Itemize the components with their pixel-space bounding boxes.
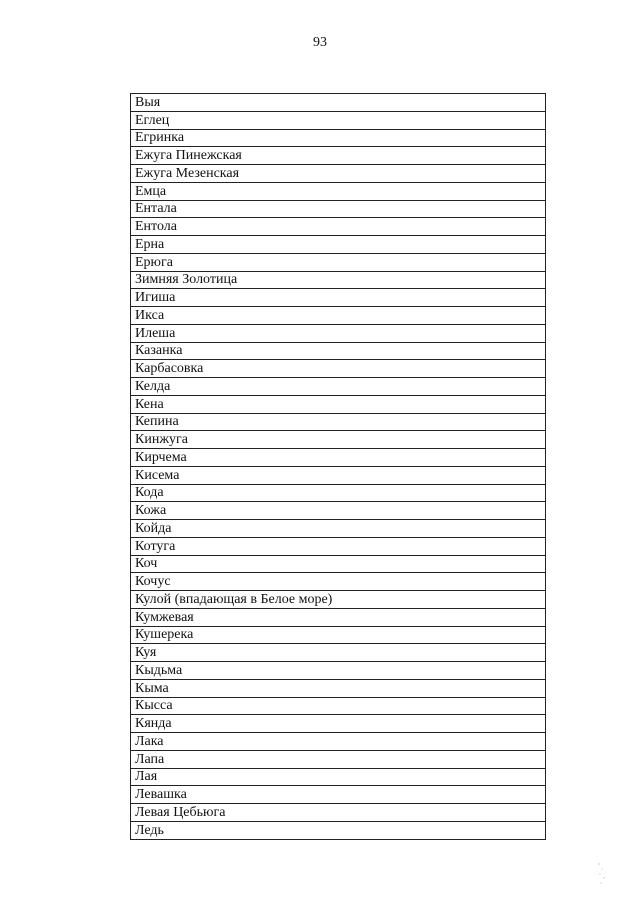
table-row [131, 431, 546, 449]
river-name-cell: Ледь [131, 821, 546, 839]
river-name-cell: Лака [131, 733, 546, 751]
table-row [131, 378, 546, 396]
river-name-cell: Келда [131, 378, 546, 396]
river-list-table [130, 93, 546, 840]
river-name-cell: Кинжуга [131, 431, 546, 449]
river-name-cell: Кыма [131, 679, 546, 697]
table-row [131, 555, 546, 573]
table-row [131, 466, 546, 484]
river-name-cell: Коч [131, 555, 546, 573]
river-name-cell: Кулой (впадающая в Белое море) [131, 591, 546, 609]
table-row [131, 342, 546, 360]
river-name-cell: Игиша [131, 289, 546, 307]
river-name-cell: Ентола [131, 218, 546, 236]
river-name-cell: Кыдьма [131, 662, 546, 680]
table-row [131, 324, 546, 342]
river-name-cell: Котуга [131, 537, 546, 555]
table-row [131, 147, 546, 165]
river-name-cell: Кепина [131, 413, 546, 431]
table-row [131, 608, 546, 626]
river-name-cell: Кисема [131, 466, 546, 484]
river-name-cell: Кушерека [131, 626, 546, 644]
table-row [131, 165, 546, 183]
river-name-cell: Емца [131, 182, 546, 200]
river-name-cell: Кянда [131, 715, 546, 733]
river-name-cell: Егринка [131, 129, 546, 147]
table-row [131, 768, 546, 786]
river-name-cell: Еглец [131, 111, 546, 129]
table-row [131, 502, 546, 520]
table-row [131, 484, 546, 502]
table-row [131, 573, 546, 591]
table-row [131, 253, 546, 271]
table-row [131, 307, 546, 325]
table-row [131, 200, 546, 218]
table-row [131, 449, 546, 467]
table-row [131, 271, 546, 289]
river-name-cell: Ежуга Пинежская [131, 147, 546, 165]
table-row [131, 591, 546, 609]
table-row [131, 94, 546, 112]
table-row [131, 236, 546, 254]
river-name-cell: Лая [131, 768, 546, 786]
river-name-cell: Карбасовка [131, 360, 546, 378]
river-name-cell: Кумжевая [131, 608, 546, 626]
table-row [131, 289, 546, 307]
page-number: 93 [313, 35, 327, 50]
table-row [131, 129, 546, 147]
table-row [131, 733, 546, 751]
table-row [131, 786, 546, 804]
river-name-cell: Левашка [131, 786, 546, 804]
river-name-cell: Илеша [131, 324, 546, 342]
river-name-cell: Куя [131, 644, 546, 662]
river-name-cell: Выя [131, 94, 546, 112]
table-row [131, 218, 546, 236]
table-row [131, 697, 546, 715]
river-name-cell: Лапа [131, 750, 546, 768]
table-row [131, 715, 546, 733]
river-name-cell: Зимняя Золотица [131, 271, 546, 289]
table-row [131, 804, 546, 822]
river-name-cell: Ерюга [131, 253, 546, 271]
table-row [131, 182, 546, 200]
river-name-cell: Левая Цебьюга [131, 804, 546, 822]
river-name-cell: Ежуга Мезенская [131, 165, 546, 183]
table-row [131, 644, 546, 662]
scan-artifact [596, 862, 608, 886]
table-row [131, 626, 546, 644]
river-name-cell: Кожа [131, 502, 546, 520]
table-row [131, 679, 546, 697]
table-row [131, 520, 546, 538]
river-name-cell: Ентала [131, 200, 546, 218]
river-name-cell: Икса [131, 307, 546, 325]
table-row [131, 360, 546, 378]
river-name-cell: Кысса [131, 697, 546, 715]
river-name-cell: Казанка [131, 342, 546, 360]
table-row [131, 395, 546, 413]
river-name-cell: Кода [131, 484, 546, 502]
river-name-cell: Кена [131, 395, 546, 413]
table-body [131, 94, 546, 840]
river-name-cell: Койда [131, 520, 546, 538]
river-name-cell: Кочус [131, 573, 546, 591]
river-name-cell: Кирчема [131, 449, 546, 467]
table-row [131, 662, 546, 680]
river-name-cell: Ерна [131, 236, 546, 254]
table-row [131, 111, 546, 129]
table-row [131, 413, 546, 431]
table-row [131, 821, 546, 839]
table-row [131, 750, 546, 768]
table-row [131, 537, 546, 555]
